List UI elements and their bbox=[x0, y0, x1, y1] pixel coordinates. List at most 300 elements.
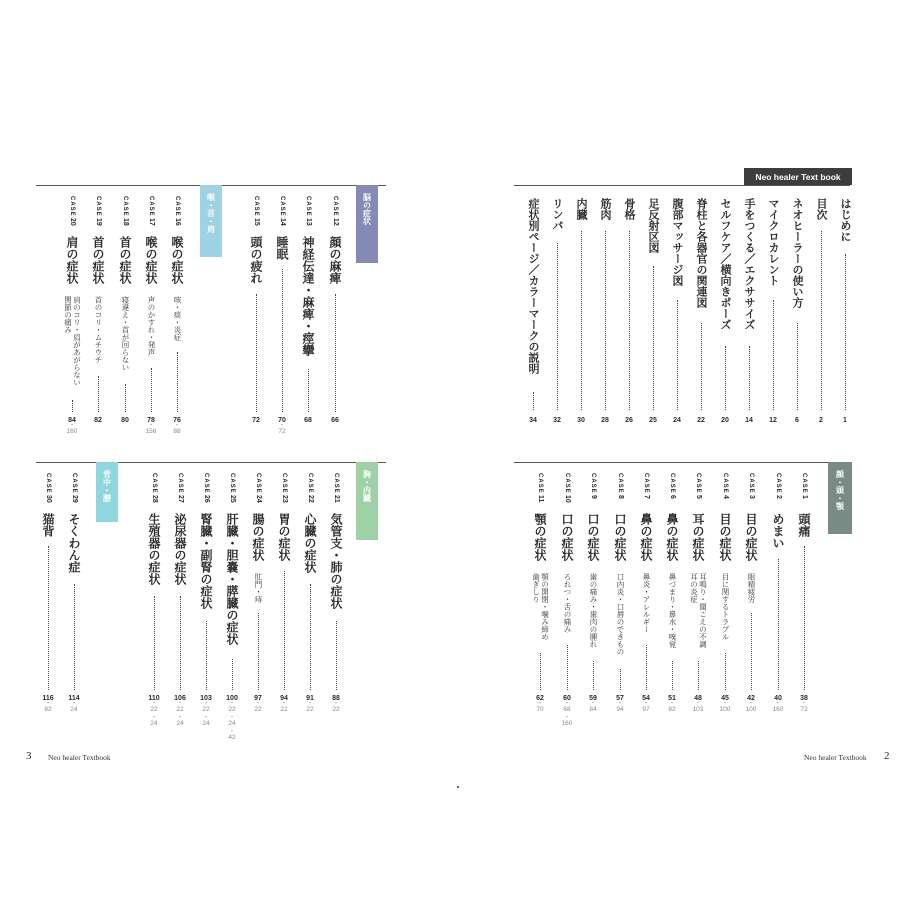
dot-leader bbox=[605, 231, 606, 410]
case-title: 口の症状 bbox=[613, 513, 627, 561]
ref-page: 97 bbox=[642, 706, 650, 713]
toc-title: 目次 bbox=[815, 198, 828, 220]
case-column bbox=[166, 196, 188, 225]
case-number: 30 bbox=[45, 494, 52, 503]
case-column bbox=[195, 473, 217, 502]
case-number: 20 bbox=[69, 217, 76, 226]
case-column bbox=[61, 196, 83, 225]
case-label: CASE bbox=[307, 473, 313, 494]
case-number: 19 bbox=[95, 217, 102, 226]
book-header bbox=[744, 168, 852, 185]
toc-title: 筋肉 bbox=[599, 198, 612, 220]
case-label: CASE bbox=[177, 473, 183, 494]
case-number: 11 bbox=[537, 494, 544, 503]
ref-page: 24 bbox=[150, 720, 158, 727]
case-subtitle: 寝違え・首が回らない bbox=[121, 296, 130, 371]
ref-separator: ・ bbox=[306, 700, 314, 707]
page-number: 38 bbox=[800, 695, 808, 702]
case-column bbox=[714, 473, 736, 499]
case-column bbox=[793, 473, 815, 499]
ref-separator: ・ bbox=[721, 700, 729, 707]
case-title: 睡眠 bbox=[275, 236, 289, 260]
case-subtitle: 眼精疲労 bbox=[747, 573, 756, 603]
dot-leader bbox=[256, 294, 257, 412]
dot-leader bbox=[180, 596, 181, 690]
case-number: 3 bbox=[748, 494, 755, 499]
page-number: 40 bbox=[774, 695, 782, 702]
ref-page: 160 bbox=[772, 706, 784, 713]
page-number: 82 bbox=[94, 417, 102, 424]
case-title: 腸の症状 bbox=[251, 513, 265, 561]
dot-leader bbox=[646, 645, 647, 690]
case-title: 胃の症状 bbox=[277, 513, 291, 561]
case-label: CASE bbox=[332, 196, 338, 217]
dot-leader bbox=[282, 269, 283, 412]
page-number: 28 bbox=[601, 417, 609, 424]
case-column bbox=[271, 196, 293, 225]
dot-leader bbox=[151, 368, 152, 412]
case-number: 21 bbox=[333, 494, 340, 503]
case-column bbox=[661, 473, 683, 499]
ref-separator: ・ bbox=[254, 700, 262, 707]
ref-separator: ・ bbox=[694, 700, 702, 707]
case-number: 4 bbox=[722, 494, 729, 499]
ref-page: 68 bbox=[563, 706, 571, 713]
case-title: 鼻の症状 bbox=[665, 513, 679, 561]
ref-separator: ・ bbox=[202, 700, 210, 707]
case-title: そくわん症 bbox=[67, 513, 81, 573]
ref-page: 22 bbox=[332, 706, 340, 713]
tab-back-label: 背中・腰 bbox=[102, 470, 112, 502]
case-label: CASE bbox=[151, 473, 157, 494]
ref-separator: ・ bbox=[800, 700, 808, 707]
dot-leader bbox=[725, 346, 726, 410]
ref-separator: ・ bbox=[616, 700, 624, 707]
case-subtitle: 目に関するトラブル bbox=[721, 573, 730, 641]
tab-throat bbox=[200, 185, 222, 257]
ref-separator: ・ bbox=[150, 700, 158, 707]
dot-leader bbox=[284, 571, 285, 690]
tab-back bbox=[96, 462, 118, 522]
case-label: CASE bbox=[45, 473, 51, 494]
case-label: CASE bbox=[122, 196, 128, 217]
case-subtitle: 首のコリ・ムチウチ bbox=[94, 296, 103, 364]
ref-page: 88 bbox=[173, 428, 181, 435]
case-column bbox=[325, 473, 347, 502]
case-label: CASE bbox=[203, 473, 209, 494]
case-subtitle: ろれつ・舌の痛み bbox=[563, 573, 572, 633]
dot-leader bbox=[72, 400, 73, 412]
case-title: 口の症状 bbox=[586, 513, 600, 561]
ref-page: 82 bbox=[44, 706, 52, 713]
page-number: 24 bbox=[673, 417, 681, 424]
ref-separator: ・ bbox=[278, 422, 286, 429]
dot-leader bbox=[593, 661, 594, 690]
toc-title: 手をつくる／エクササイズ bbox=[743, 198, 756, 330]
case-subtitle: 肛門・痔 bbox=[254, 573, 263, 603]
case-number: 25 bbox=[229, 494, 236, 503]
case-title: 顎の症状 bbox=[533, 513, 547, 561]
page-number: 20 bbox=[721, 417, 729, 424]
dot-leader bbox=[98, 376, 99, 412]
page-number: 68 bbox=[304, 417, 312, 424]
case-label: CASE bbox=[305, 196, 311, 217]
tab-chest bbox=[356, 462, 378, 540]
ref-separator: ・ bbox=[176, 700, 184, 707]
page-number: 25 bbox=[649, 417, 657, 424]
case-title: 目の症状 bbox=[718, 513, 732, 561]
case-label: CASE bbox=[279, 196, 285, 217]
case-column bbox=[297, 196, 319, 225]
case-label: CASE bbox=[253, 196, 259, 217]
case-column bbox=[635, 473, 657, 499]
book-header-text: Neo healer Text book bbox=[755, 171, 841, 182]
case-title: 口の症状 bbox=[560, 513, 574, 561]
ref-separator: ・ bbox=[228, 728, 236, 735]
toc-title: 腹部マッサージ図 bbox=[671, 198, 684, 286]
ref-page: 94 bbox=[616, 706, 624, 713]
case-column bbox=[63, 473, 85, 502]
ref-separator: ・ bbox=[70, 700, 78, 707]
page-number: 100 bbox=[226, 695, 238, 702]
case-label: CASE bbox=[333, 473, 339, 494]
case-column bbox=[169, 473, 191, 502]
page-number: 54 bbox=[642, 695, 650, 702]
case-label: CASE bbox=[174, 196, 180, 217]
page-number: 62 bbox=[536, 695, 544, 702]
page-number-right: 2 bbox=[884, 750, 890, 762]
case-number: 26 bbox=[203, 494, 210, 503]
case-subtitle: 歯の痛み・歯肉の腫れ bbox=[589, 573, 598, 648]
tab-brain-label: 脳の症状 bbox=[362, 193, 372, 225]
toc-title: はじめに bbox=[839, 198, 852, 242]
case-title: 首の症状 bbox=[91, 236, 105, 284]
ref-separator: ・ bbox=[774, 700, 782, 707]
toc-title: セルフケア／横向きポーズ bbox=[719, 198, 732, 330]
page-number: 34 bbox=[529, 417, 537, 424]
ref-page: 22 bbox=[280, 706, 288, 713]
page-number: 2 bbox=[819, 417, 823, 424]
dot-leader bbox=[335, 294, 336, 412]
ref-page: 103 bbox=[692, 706, 704, 713]
dot-leader bbox=[698, 661, 699, 690]
toc-title: リンパ bbox=[551, 198, 564, 231]
case-column bbox=[114, 196, 136, 225]
dot-leader bbox=[778, 559, 779, 691]
page-number: 103 bbox=[200, 695, 212, 702]
dot-leader bbox=[533, 392, 534, 410]
ref-page: 160 bbox=[561, 720, 573, 727]
ref-separator: ・ bbox=[668, 700, 676, 707]
case-label: CASE bbox=[229, 473, 235, 494]
case-label: CASE bbox=[801, 473, 807, 494]
case-label: CASE bbox=[617, 473, 623, 494]
dot-leader bbox=[48, 546, 49, 690]
ref-separator: ・ bbox=[589, 700, 597, 707]
case-title: 腎臓・副腎の症状 bbox=[199, 513, 213, 609]
toc-title: マイクロカレント bbox=[767, 198, 780, 286]
ref-separator: ・ bbox=[228, 714, 236, 721]
case-label: CASE bbox=[537, 473, 543, 494]
case-title: 泌尿器の症状 bbox=[173, 513, 187, 585]
ref-separator: ・ bbox=[44, 700, 52, 707]
ref-separator: ・ bbox=[280, 700, 288, 707]
case-title: 猫背 bbox=[41, 513, 55, 537]
page-number: 14 bbox=[745, 417, 753, 424]
footer-right: Neo healer Textbook bbox=[804, 753, 867, 762]
ref-page: 72 bbox=[800, 706, 808, 713]
page-number: 70 bbox=[278, 417, 286, 424]
case-title: 耳の症状 bbox=[691, 513, 705, 561]
page-number: 106 bbox=[174, 695, 186, 702]
ref-page: 22 bbox=[150, 706, 158, 713]
page-number: 57 bbox=[616, 695, 624, 702]
case-subtitle: 鼻炎・アレルギー bbox=[642, 573, 651, 633]
case-label: CASE bbox=[148, 196, 154, 217]
page-number: 22 bbox=[697, 417, 705, 424]
page-number: 94 bbox=[280, 695, 288, 702]
page-number: 26 bbox=[625, 417, 633, 424]
case-column bbox=[687, 473, 709, 499]
ref-page: 82 bbox=[668, 706, 676, 713]
page-number: 1 bbox=[843, 417, 847, 424]
dot-leader bbox=[258, 613, 259, 690]
ref-page: 70 bbox=[536, 706, 544, 713]
ref-separator: ・ bbox=[173, 422, 181, 429]
dot-leader bbox=[206, 621, 207, 690]
case-title: 頭の疲れ bbox=[249, 236, 263, 284]
page-number: 116 bbox=[42, 695, 54, 702]
dot-leader bbox=[620, 669, 621, 690]
dot-leader bbox=[804, 546, 805, 690]
ref-separator: ・ bbox=[202, 714, 210, 721]
case-title: 顔の麻痺 bbox=[328, 236, 342, 284]
case-title: 喉の症状 bbox=[144, 236, 158, 284]
ref-separator: ・ bbox=[228, 700, 236, 707]
case-column bbox=[245, 196, 267, 225]
page-number: 45 bbox=[721, 695, 729, 702]
case-column bbox=[247, 473, 269, 502]
case-number: 23 bbox=[281, 494, 288, 503]
page-number: 76 bbox=[173, 417, 181, 424]
case-number: 29 bbox=[71, 494, 78, 503]
ref-page: 24 bbox=[202, 720, 210, 727]
section-rule-top-right bbox=[514, 185, 850, 186]
case-number: 17 bbox=[148, 217, 155, 226]
ref-separator: ・ bbox=[176, 714, 184, 721]
ref-separator: ・ bbox=[150, 714, 158, 721]
case-subtitle: 口内炎・口唇のできもの bbox=[616, 573, 625, 656]
toc-title: 症状別ページ／カラーマークの説明 bbox=[527, 198, 540, 374]
case-title: 首の症状 bbox=[118, 236, 132, 284]
case-label: CASE bbox=[748, 473, 754, 494]
dot-leader bbox=[725, 653, 726, 690]
case-number: 5 bbox=[695, 494, 702, 499]
page-number: 6 bbox=[795, 417, 799, 424]
dot-leader bbox=[672, 661, 673, 690]
page-number: 32 bbox=[553, 417, 561, 424]
case-column bbox=[767, 473, 789, 499]
page-number: 60 bbox=[563, 695, 571, 702]
ref-separator: ・ bbox=[536, 700, 544, 707]
dot-leader bbox=[581, 231, 582, 410]
ref-separator: ・ bbox=[563, 714, 571, 721]
gutter-dot bbox=[457, 786, 459, 788]
case-title: 頭痛 bbox=[797, 513, 811, 537]
ref-separator: ・ bbox=[747, 700, 755, 707]
case-number: 9 bbox=[590, 494, 597, 499]
case-number: 16 bbox=[174, 217, 181, 226]
dot-leader bbox=[773, 300, 774, 410]
section-rule-bottom-left bbox=[36, 462, 386, 463]
case-label: CASE bbox=[281, 473, 287, 494]
case-column bbox=[582, 473, 604, 499]
tab-brain bbox=[356, 185, 378, 263]
case-title: 生殖器の症状 bbox=[147, 513, 161, 585]
toc-title: 骨格 bbox=[623, 198, 636, 220]
ref-page: 72 bbox=[278, 428, 286, 435]
case-column bbox=[37, 473, 59, 502]
case-title: 喉の症状 bbox=[170, 236, 184, 284]
page-number: 12 bbox=[769, 417, 777, 424]
ref-page: 84 bbox=[589, 706, 597, 713]
dot-leader bbox=[310, 584, 311, 691]
page-number: 30 bbox=[577, 417, 585, 424]
ref-separator: ・ bbox=[642, 700, 650, 707]
page-number: 42 bbox=[747, 695, 755, 702]
case-label: CASE bbox=[669, 473, 675, 494]
case-column bbox=[140, 196, 162, 225]
toc-title: 足反射区図 bbox=[647, 198, 660, 253]
page-number: 72 bbox=[252, 417, 260, 424]
toc-title: 脊柱と各器官の関連図 bbox=[695, 198, 708, 308]
tab-chest-label: 胸・内臓 bbox=[362, 470, 372, 502]
dot-leader bbox=[232, 659, 233, 691]
tab-head bbox=[828, 462, 852, 534]
page-number: 51 bbox=[668, 695, 676, 702]
page-number: 48 bbox=[694, 695, 702, 702]
page-number: 97 bbox=[254, 695, 262, 702]
case-column bbox=[87, 196, 109, 225]
case-column bbox=[529, 473, 551, 502]
case-label: CASE bbox=[643, 473, 649, 494]
dot-leader bbox=[797, 323, 798, 410]
case-column bbox=[273, 473, 295, 502]
ref-page: 42 bbox=[228, 734, 236, 741]
dot-leader bbox=[74, 584, 75, 691]
case-subtitle: 耳鳴り・聞こえの不調 耳の炎症 bbox=[689, 573, 708, 648]
section-rule-bottom-right bbox=[514, 462, 850, 463]
ref-page: 22 bbox=[228, 706, 236, 713]
page-number: 114 bbox=[68, 695, 80, 702]
ref-page: 22 bbox=[202, 706, 210, 713]
case-number: 12 bbox=[332, 217, 339, 226]
case-label: CASE bbox=[722, 473, 728, 494]
right-page bbox=[460, 0, 920, 920]
case-number: 7 bbox=[643, 494, 650, 499]
case-column bbox=[740, 473, 762, 499]
dot-leader bbox=[751, 613, 752, 690]
case-title: 目の症状 bbox=[744, 513, 758, 561]
case-label: CASE bbox=[255, 473, 261, 494]
case-number: 24 bbox=[255, 494, 262, 503]
case-number: 10 bbox=[564, 494, 571, 503]
case-column bbox=[324, 196, 346, 225]
case-number: 13 bbox=[305, 217, 312, 226]
case-label: CASE bbox=[590, 473, 596, 494]
dot-leader bbox=[701, 323, 702, 410]
page-number: 59 bbox=[589, 695, 597, 702]
page-number: 80 bbox=[121, 417, 129, 424]
case-label: CASE bbox=[775, 473, 781, 494]
dot-leader bbox=[125, 384, 126, 412]
case-number: 6 bbox=[669, 494, 676, 499]
case-number: 27 bbox=[177, 494, 184, 503]
case-column bbox=[143, 473, 165, 502]
ref-page: 24 bbox=[176, 720, 184, 727]
toc-title: ネオヒーラーの使い方 bbox=[791, 198, 804, 308]
page-number: 91 bbox=[306, 695, 314, 702]
dot-leader bbox=[177, 352, 178, 412]
dot-leader bbox=[308, 369, 309, 412]
case-label: CASE bbox=[95, 196, 101, 217]
dot-leader bbox=[557, 243, 558, 411]
ref-page: 100 bbox=[745, 706, 757, 713]
dot-leader bbox=[540, 653, 541, 690]
ref-page: 22 bbox=[176, 706, 184, 713]
dot-leader bbox=[821, 231, 822, 410]
dot-leader bbox=[336, 621, 337, 690]
case-title: 神経伝達・麻痺・痙攣 bbox=[301, 236, 315, 356]
tab-throat-label: 喉・首・肩 bbox=[206, 193, 216, 233]
page-number: 110 bbox=[148, 695, 160, 702]
dot-leader bbox=[567, 645, 568, 690]
toc-title: 内臓 bbox=[575, 198, 588, 220]
case-number: 18 bbox=[122, 217, 129, 226]
case-column bbox=[556, 473, 578, 502]
dot-leader bbox=[629, 231, 630, 410]
ref-separator: ・ bbox=[563, 700, 571, 707]
footer-left: Neo healer Textbook bbox=[48, 753, 111, 762]
ref-page: 22 bbox=[306, 706, 314, 713]
case-title: 肝臓・胆嚢・膵臓の症状 bbox=[225, 513, 239, 645]
case-label: CASE bbox=[695, 473, 701, 494]
case-title: 鼻の症状 bbox=[639, 513, 653, 561]
ref-page: 156 bbox=[145, 428, 157, 435]
ref-page: 22 bbox=[254, 706, 262, 713]
ref-page: 24 bbox=[70, 706, 78, 713]
page-number: 88 bbox=[332, 695, 340, 702]
case-number: 15 bbox=[253, 217, 260, 226]
case-subtitle: 肩のコリ・肩があがらない 関節の痛み bbox=[63, 296, 82, 386]
case-title: 気管支・肺の症状 bbox=[329, 513, 343, 609]
case-number: 1 bbox=[801, 494, 808, 499]
case-number: 22 bbox=[307, 494, 314, 503]
page-number-left: 3 bbox=[26, 750, 32, 762]
ref-separator: ・ bbox=[147, 422, 155, 429]
dot-leader bbox=[845, 254, 846, 410]
case-number: 28 bbox=[151, 494, 158, 503]
ref-page: 100 bbox=[719, 706, 731, 713]
dot-leader bbox=[653, 266, 654, 411]
case-subtitle: 咳・痰・炎症 bbox=[173, 296, 182, 341]
ref-separator: ・ bbox=[332, 700, 340, 707]
case-number: 14 bbox=[279, 217, 286, 226]
dot-leader bbox=[749, 346, 750, 410]
case-label: CASE bbox=[71, 473, 77, 494]
ref-separator: ・ bbox=[68, 422, 76, 429]
case-subtitle: 鼻づまり・鼻水・嗅覚 bbox=[668, 573, 677, 648]
